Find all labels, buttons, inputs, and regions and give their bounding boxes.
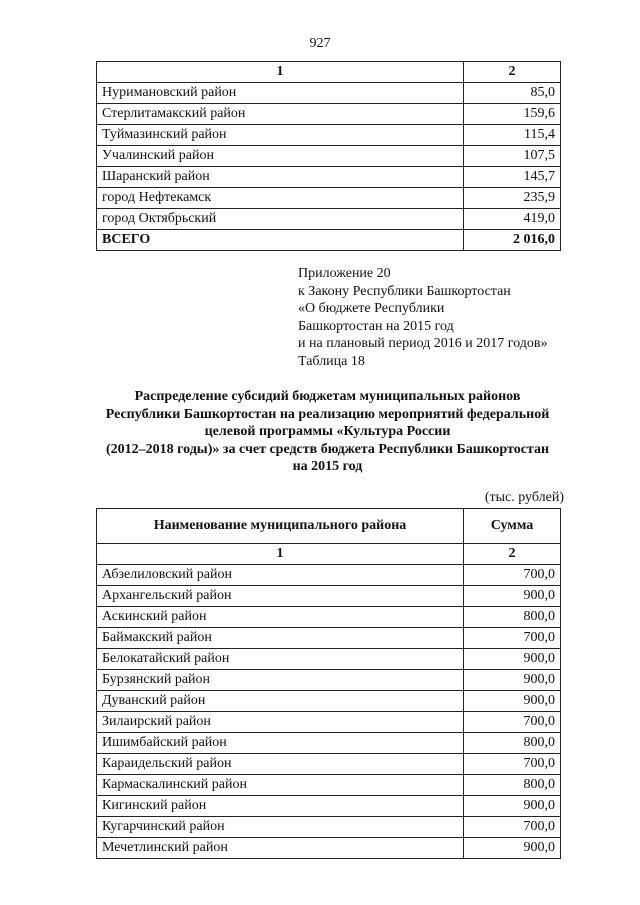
title-line: Распределение субсидий бюджетам муниципальных районов (134, 389, 521, 404)
table-row (97, 754, 561, 775)
table-header-row (97, 509, 561, 544)
annex-line: и на плановый период 2016 и 2017 годов» (298, 336, 548, 351)
table-row (97, 775, 561, 796)
district-name: Зилаирский район (97, 712, 464, 733)
district-name: Баймакский район (97, 628, 464, 649)
district-amount: 900,0 (464, 838, 561, 859)
annex-line: «О бюджете Республики (298, 301, 445, 316)
table-row (97, 104, 561, 125)
table-row (97, 146, 561, 167)
table-row (97, 125, 561, 146)
district-amount: 115,4 (464, 125, 561, 146)
subsidy-distribution-table (96, 508, 561, 859)
column-number-row (97, 544, 561, 565)
district-amount: 900,0 (464, 586, 561, 607)
district-name: Стерлитамакский район (97, 104, 464, 125)
district-name: Дуванский район (97, 691, 464, 712)
district-name: Ишимбайский район (97, 733, 464, 754)
annex-line: Приложение 20 (298, 266, 391, 281)
district-amount: 800,0 (464, 775, 561, 796)
annex-reference (298, 265, 548, 370)
title-line: целевой программы «Культура России (204, 424, 451, 439)
district-name: Мечетлинский район (97, 838, 464, 859)
annex-line: к Закону Республики Башкортостан (298, 283, 511, 299)
annex-line: Башкортостан на 2015 год (298, 318, 454, 334)
district-amount: 145,7 (464, 167, 561, 188)
district-amount: 900,0 (464, 796, 561, 817)
column-number-row (97, 62, 561, 83)
district-name: Нуримановский район (97, 83, 464, 104)
title-line: на 2015 год (292, 459, 363, 474)
table-row (97, 733, 561, 754)
table-row (97, 83, 561, 104)
annex-table-number: Таблица 18 (298, 353, 365, 369)
district-name: Кармаскалинский район (97, 775, 464, 796)
district-amount: 900,0 (464, 670, 561, 691)
total-label: ВСЕГО (97, 230, 464, 251)
table-row (97, 691, 561, 712)
continued-subsidy-table (96, 61, 561, 251)
district-name: Бурзянский район (97, 670, 464, 691)
district-amount: 159,6 (464, 104, 561, 125)
district-name: город Октябрьский (97, 209, 464, 230)
district-amount: 700,0 (464, 712, 561, 733)
district-name: Шаранский район (97, 167, 464, 188)
table-row (97, 628, 561, 649)
district-amount: 85,0 (464, 83, 561, 104)
table-row (97, 586, 561, 607)
district-amount: 800,0 (464, 733, 561, 754)
district-name: Аскинский район (97, 607, 464, 628)
district-name: Кигинский район (97, 796, 464, 817)
column-number-2: 2 (464, 62, 561, 83)
district-name: Кугарчинский район (97, 817, 464, 838)
header-district-name: Наименование муниципального района (97, 509, 464, 544)
page-number: 927 (309, 36, 331, 51)
table-row (97, 209, 561, 230)
column-number-1: 1 (97, 62, 464, 83)
table-row (97, 796, 561, 817)
district-name: город Нефтекамск (97, 188, 464, 209)
column-number-1: 1 (97, 544, 464, 565)
table-row (97, 670, 561, 691)
district-amount: 700,0 (464, 565, 561, 586)
district-name: Туймазинский район (97, 125, 464, 146)
district-amount: 700,0 (464, 754, 561, 775)
title-line: Республики Башкортостан на реализацию мероприятий федеральной (105, 406, 550, 422)
district-name: Архангельский район (97, 586, 464, 607)
table-row (97, 649, 561, 670)
column-number-2: 2 (464, 544, 561, 565)
district-amount: 235,9 (464, 188, 561, 209)
table-row (97, 817, 561, 838)
total-amount: 2 016,0 (464, 230, 561, 251)
district-amount: 700,0 (464, 817, 561, 838)
district-amount: 107,5 (464, 146, 561, 167)
district-amount: 900,0 (464, 691, 561, 712)
district-amount: 700,0 (464, 628, 561, 649)
district-name: Учалинский район (97, 146, 464, 167)
district-name: Абзелиловский район (97, 565, 464, 586)
document-title (90, 388, 565, 476)
table-row (97, 167, 561, 188)
district-amount: 800,0 (464, 607, 561, 628)
table-row (97, 607, 561, 628)
table-row (97, 188, 561, 209)
table-row (97, 565, 561, 586)
district-name: Белокатайский район (97, 649, 464, 670)
header-amount: Сумма (464, 509, 561, 544)
table-row (97, 838, 561, 859)
district-amount: 900,0 (464, 649, 561, 670)
table-row (97, 712, 561, 733)
district-name: Караидельский район (97, 754, 464, 775)
title-line: (2012–2018 годы)» за счет средств бюджета Республики Башкортостан (105, 441, 550, 457)
total-row (97, 230, 561, 251)
district-amount: 419,0 (464, 209, 561, 230)
units-label: (тыс. рублей) (484, 490, 564, 505)
